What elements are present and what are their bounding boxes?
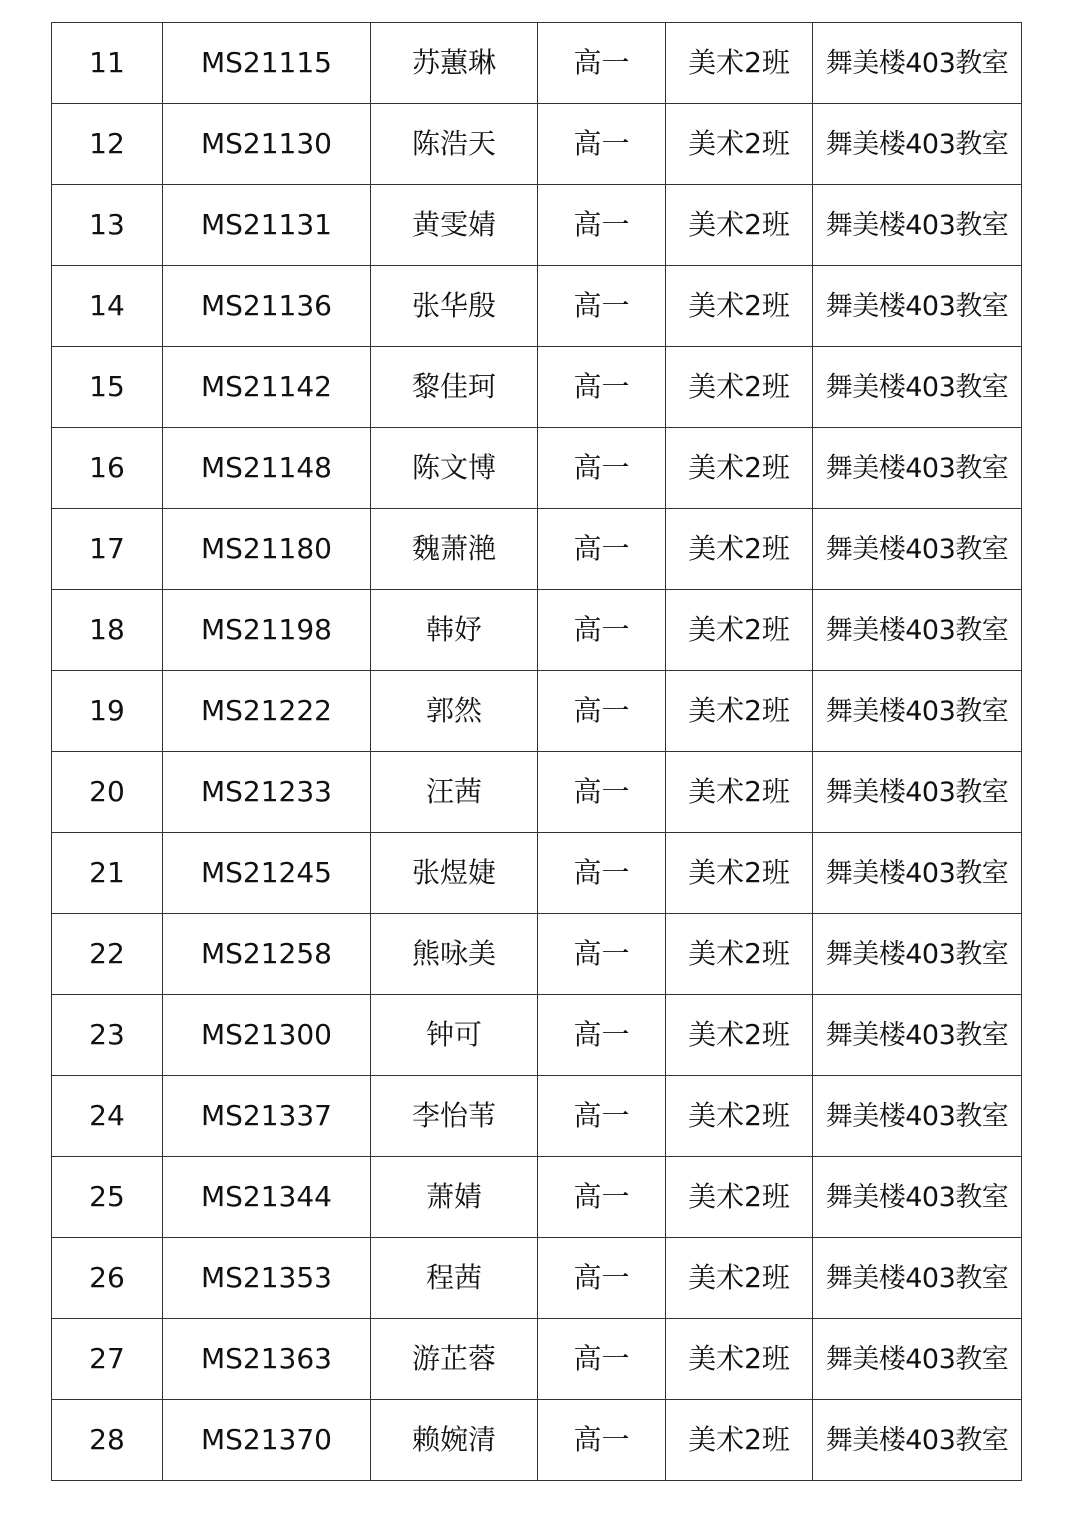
table-row [52,914,1022,995]
grade-cell: 高一 [538,185,666,266]
student-name-cell: 苏蕙琳 [371,23,538,104]
student-id-cell: MS21142 [163,347,371,428]
student-id-cell: MS21233 [163,752,371,833]
class-cell: 美术2班 [666,428,813,509]
student-name-cell: 韩妤 [371,590,538,671]
class-cell: 美术2班 [666,671,813,752]
student-name-cell: 钟可 [371,995,538,1076]
grade-cell: 高一 [538,1319,666,1400]
grade-cell: 高一 [538,347,666,428]
row-number-cell: 24 [52,1076,163,1157]
student-name-cell: 程茜 [371,1238,538,1319]
exam-room-cell: 舞美楼403教室 [813,1157,1022,1238]
row-number-cell: 15 [52,347,163,428]
grade-cell: 高一 [538,1076,666,1157]
student-id-cell: MS21222 [163,671,371,752]
exam-room-cell: 舞美楼403教室 [813,752,1022,833]
student-name-cell: 黄雯婧 [371,185,538,266]
table-row [52,671,1022,752]
grade-cell: 高一 [538,995,666,1076]
row-number-cell: 18 [52,590,163,671]
student-name-cell: 黎佳珂 [371,347,538,428]
student-id-cell: MS21258 [163,914,371,995]
class-cell: 美术2班 [666,833,813,914]
exam-room-cell: 舞美楼403教室 [813,1238,1022,1319]
grade-cell: 高一 [538,833,666,914]
class-cell: 美术2班 [666,509,813,590]
roster-body [52,23,1022,1481]
row-number-cell: 12 [52,104,163,185]
exam-room-cell: 舞美楼403教室 [813,185,1022,266]
grade-cell: 高一 [538,1400,666,1481]
grade-cell: 高一 [538,266,666,347]
table-row [52,1319,1022,1400]
exam-room-cell: 舞美楼403教室 [813,347,1022,428]
grade-cell: 高一 [538,23,666,104]
table-row [52,1400,1022,1481]
student-id-cell: MS21353 [163,1238,371,1319]
table-row [52,266,1022,347]
table-row [52,752,1022,833]
exam-room-cell: 舞美楼403教室 [813,104,1022,185]
class-cell: 美术2班 [666,590,813,671]
class-cell: 美术2班 [666,266,813,347]
row-number-cell: 13 [52,185,163,266]
exam-room-cell: 舞美楼403教室 [813,590,1022,671]
table-row [52,185,1022,266]
row-number-cell: 17 [52,509,163,590]
grade-cell: 高一 [538,590,666,671]
student-name-cell: 张煜婕 [371,833,538,914]
student-roster-table [51,22,1022,1481]
student-name-cell: 魏萧滟 [371,509,538,590]
exam-room-cell: 舞美楼403教室 [813,671,1022,752]
student-id-cell: MS21363 [163,1319,371,1400]
exam-room-cell: 舞美楼403教室 [813,509,1022,590]
student-name-cell: 李怡苇 [371,1076,538,1157]
row-number-cell: 26 [52,1238,163,1319]
row-number-cell: 28 [52,1400,163,1481]
class-cell: 美术2班 [666,347,813,428]
table-row [52,833,1022,914]
student-id-cell: MS21136 [163,266,371,347]
row-number-cell: 20 [52,752,163,833]
table-row [52,23,1022,104]
grade-cell: 高一 [538,752,666,833]
grade-cell: 高一 [538,671,666,752]
student-id-cell: MS21300 [163,995,371,1076]
row-number-cell: 11 [52,23,163,104]
grade-cell: 高一 [538,914,666,995]
student-name-cell: 赖婉清 [371,1400,538,1481]
exam-room-cell: 舞美楼403教室 [813,995,1022,1076]
row-number-cell: 23 [52,995,163,1076]
student-name-cell: 萧婧 [371,1157,538,1238]
grade-cell: 高一 [538,1238,666,1319]
table-row [52,104,1022,185]
table-row [52,1076,1022,1157]
grade-cell: 高一 [538,428,666,509]
student-id-cell: MS21148 [163,428,371,509]
row-number-cell: 16 [52,428,163,509]
row-number-cell: 27 [52,1319,163,1400]
class-cell: 美术2班 [666,995,813,1076]
grade-cell: 高一 [538,509,666,590]
student-id-cell: MS21370 [163,1400,371,1481]
class-cell: 美术2班 [666,914,813,995]
exam-room-cell: 舞美楼403教室 [813,1076,1022,1157]
student-id-cell: MS21180 [163,509,371,590]
student-name-cell: 陈文博 [371,428,538,509]
exam-room-cell: 舞美楼403教室 [813,428,1022,509]
exam-room-cell: 舞美楼403教室 [813,23,1022,104]
student-name-cell: 游芷蓉 [371,1319,538,1400]
class-cell: 美术2班 [666,1400,813,1481]
student-id-cell: MS21131 [163,185,371,266]
exam-room-cell: 舞美楼403教室 [813,1319,1022,1400]
exam-room-cell: 舞美楼403教室 [813,266,1022,347]
exam-room-cell: 舞美楼403教室 [813,914,1022,995]
class-cell: 美术2班 [666,104,813,185]
table-row [52,1238,1022,1319]
class-cell: 美术2班 [666,752,813,833]
table-row [52,995,1022,1076]
row-number-cell: 14 [52,266,163,347]
table-row [52,347,1022,428]
class-cell: 美术2班 [666,1157,813,1238]
exam-room-cell: 舞美楼403教室 [813,1400,1022,1481]
class-cell: 美术2班 [666,185,813,266]
student-id-cell: MS21198 [163,590,371,671]
student-name-cell: 陈浩天 [371,104,538,185]
student-name-cell: 张华殷 [371,266,538,347]
grade-cell: 高一 [538,104,666,185]
table-row [52,428,1022,509]
student-id-cell: MS21115 [163,23,371,104]
student-id-cell: MS21344 [163,1157,371,1238]
class-cell: 美术2班 [666,1238,813,1319]
student-name-cell: 汪茜 [371,752,538,833]
row-number-cell: 25 [52,1157,163,1238]
class-cell: 美术2班 [666,1319,813,1400]
class-cell: 美术2班 [666,1076,813,1157]
table-row [52,590,1022,671]
grade-cell: 高一 [538,1157,666,1238]
student-name-cell: 熊咏美 [371,914,538,995]
row-number-cell: 22 [52,914,163,995]
row-number-cell: 19 [52,671,163,752]
student-id-cell: MS21130 [163,104,371,185]
student-id-cell: MS21245 [163,833,371,914]
student-name-cell: 郭然 [371,671,538,752]
table-row [52,509,1022,590]
table-row [52,1157,1022,1238]
exam-room-cell: 舞美楼403教室 [813,833,1022,914]
student-id-cell: MS21337 [163,1076,371,1157]
class-cell: 美术2班 [666,23,813,104]
row-number-cell: 21 [52,833,163,914]
